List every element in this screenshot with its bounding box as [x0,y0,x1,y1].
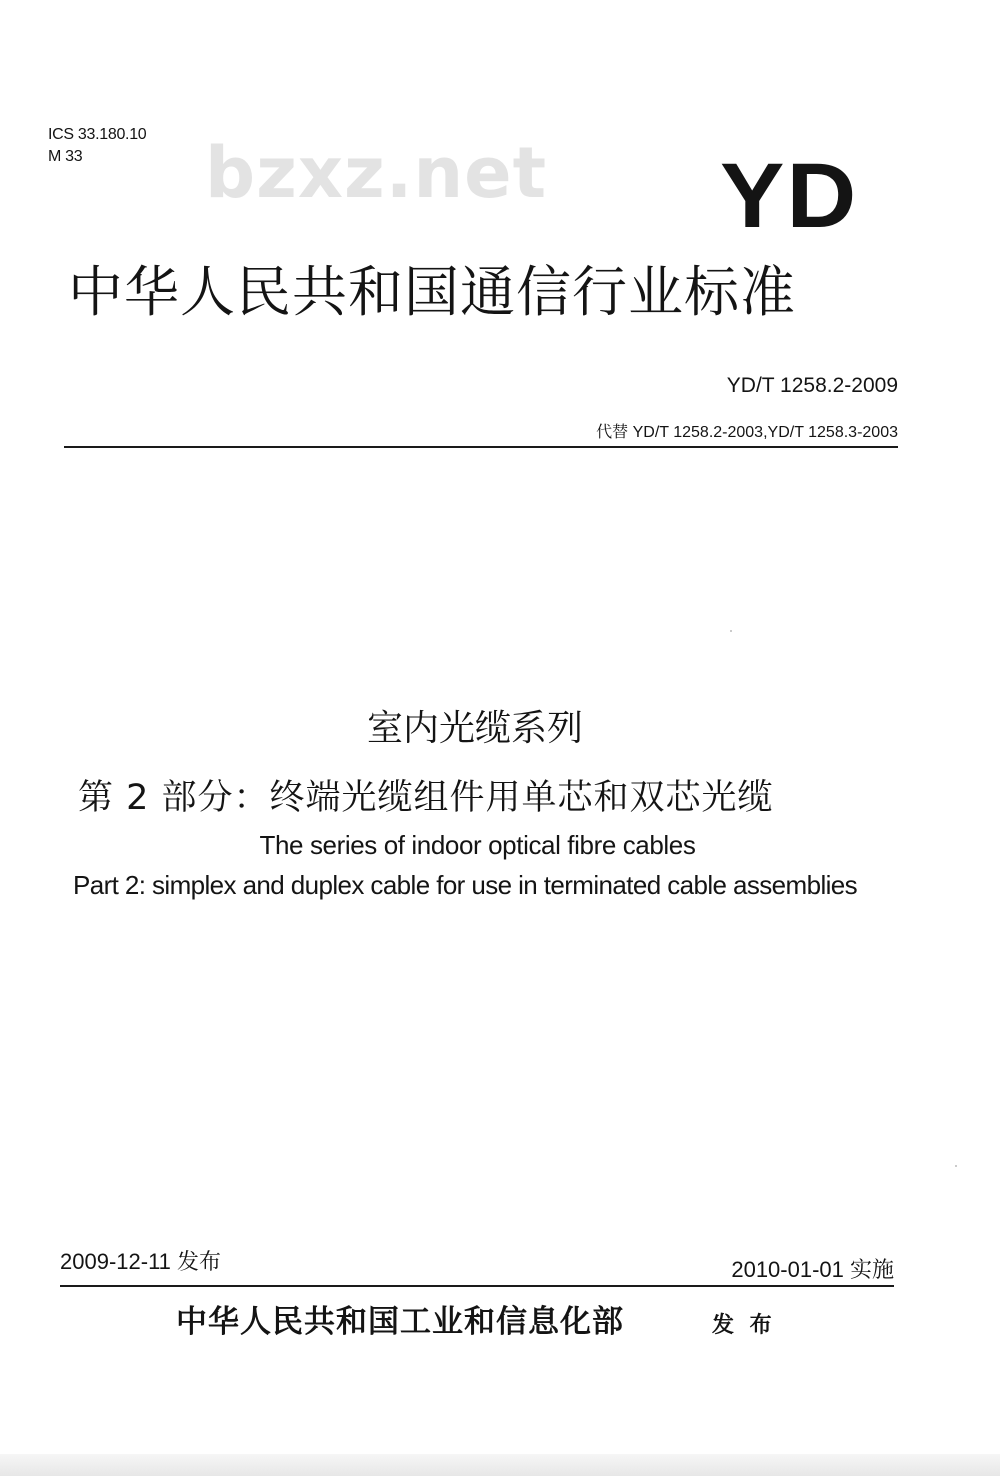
publisher-name: 中华人民共和国工业和信息化部 [176,1304,624,1340]
en-part-title: Part 2: simplex and duplex cable for use in terminated cable assemblies [73,870,858,900]
classification-codes [48,124,146,168]
cn-part-title: 第 2 部分：终端光缆组件用单芯和双芯光缆 [78,778,774,818]
cn-series-title: 室内光缆系列 [366,708,583,749]
yd-logo: YD [720,145,859,247]
header-divider [64,446,898,448]
issue-date: 2009-12-11 发布 [60,1249,222,1274]
replaces-note: 代替 YD/T 1258.2-2003,YD/T 1258.3-2003 [596,424,898,441]
scan-speck [730,630,732,632]
page-bottom-edge [0,1454,1000,1476]
ics-code: ICS 33.180.10 [48,126,147,143]
document-number: YD/T 1258.2-2009 [726,374,898,397]
en-series-title: The series of indoor optical fibre cables [259,830,696,860]
implementation-date: 2010-01-01 实施 [731,1257,894,1282]
watermark: bzxz.net [205,132,548,214]
ccs-code: M 33 [48,148,83,165]
scan-speck [955,1165,957,1167]
footer-divider [60,1285,894,1287]
standard-title: 中华人民共和国通信行业标准 [68,260,797,324]
publisher-action: 发 布 [712,1312,776,1338]
